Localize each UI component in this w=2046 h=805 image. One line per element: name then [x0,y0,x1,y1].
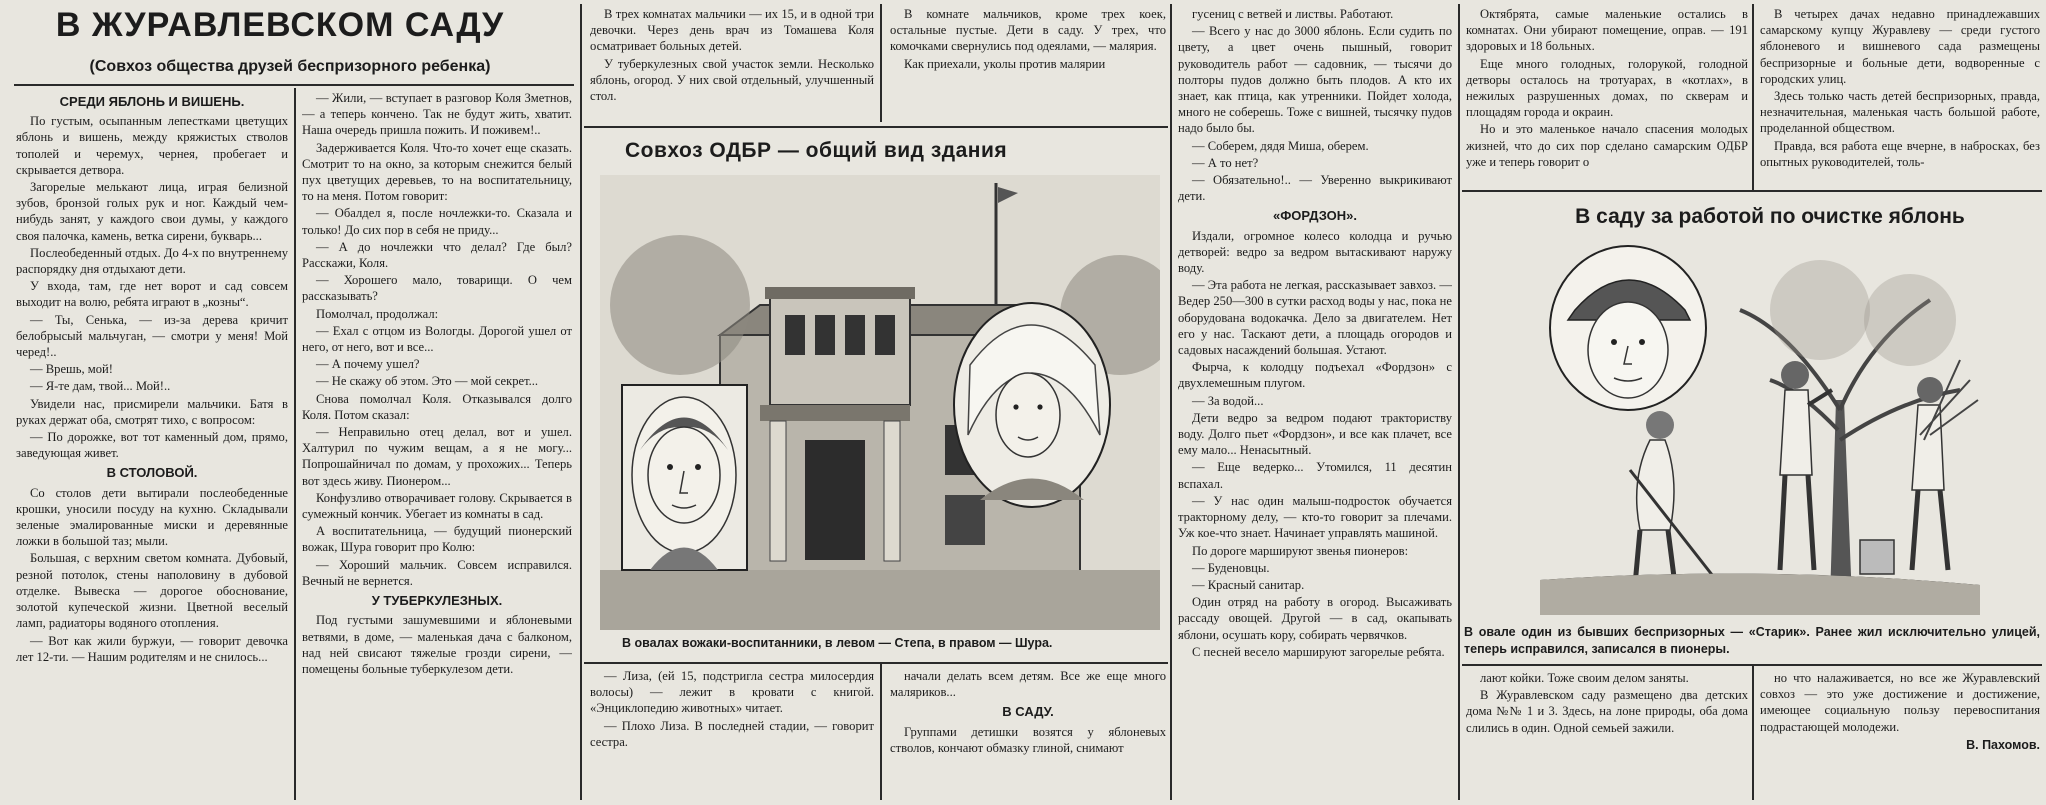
photo-caption: В овалах вожаки-воспитанники, в левом — Степа, в правом — Шура. [622,636,1053,650]
article-headline: В ЖУРАВЛЕВСКОМ САДУ [55,6,505,44]
column-6-top [1466,6,1748,186]
column-2 [302,90,572,800]
paragraph: Здесь только часть детей беспризорных, правда, незначительная, маленькая часть большой работе, проделанной обществом. [1760,89,2040,136]
paragraph: — Врешь, мой! [30,362,113,377]
paragraph: — Буденовцы. [1192,560,1270,575]
subheading: В СТОЛОВОЙ. [106,465,198,481]
paragraph: — Обалдел я, после ночлежки-то. Сказала и только! До сих пор в себя не приду... [302,206,572,237]
paragraph: По дороге маршируют звенья пионеров: [1192,543,1409,558]
paragraph: Но и это маленькое начало спасения молодых жизней, что до сих пор сделано самарским ОДБР уже и теперь говорит о [1466,122,1748,169]
paragraph: — За водой... [1192,393,1264,408]
column-7-bottom [1760,670,2040,800]
column-4-bottom [890,668,1166,800]
column-5 [1178,6,1452,800]
column-rule [880,664,882,800]
photo-title: Совхоз ОДБР — общий вид здания [625,139,1008,162]
garden-work-illustration [1540,240,1980,615]
paragraph: Снова помолчал Коля. Отказывался долго Коля. Потом сказал: [302,391,572,422]
paragraph: — Хорошего мало, товарищи. О чем рассказывать? [302,273,572,304]
paragraph: Один отряд на работу в огород. Высаживать рассаду овощей. Другой — в сад, окапывать яблони, осушать кору, собирать червячков. [1178,595,1452,642]
paragraph: У туберкулезных свой участок земли. Несколько яблонь, огород. У них свой отдельный, улучшенный стол. [590,56,874,104]
paragraph: — По дорожке, вот тот каменный дом, прямо, заведующая живет. [16,430,288,461]
column-rule [580,4,582,800]
paragraph: В трех комнатах мальчики — их 15, и в одной три девочки. Через день врач из Томашева Коля осматривает больных детей. [590,7,874,54]
subheading: В САДУ. [1002,704,1054,720]
paragraph: С песней весело маршируют загорелые ребята. [1192,644,1445,659]
paragraph: Конфузливо отворачивает голову. Скрывается в сумежный кончик. Убегает из комнаты в сад. [302,490,572,522]
paragraph: Фырча, к колодцу подъехал «Фордзон» с двухлемешным плугом. [1178,360,1452,391]
photo-top-rule [584,126,1168,128]
paragraph: В комнате мальчиков, кроме трех коек, остальные пустые. Дети в саду. У трех, что комочками свернулись под одеялами, — малярия. [890,7,1166,54]
paragraph: — Ехал с отцом из Вологды. Дорогой ушел от него, от него, вот и все... [302,323,572,355]
column-rule [880,4,882,122]
paragraph: Правда, вся работа еще вчерне, в набросках, без опытных руководителей, толь- [1760,138,2040,169]
paragraph: Со столов дети вытирали послеобеденные крошки, уносили посуду на кухню. Складывали зеленые эмалированные миски и деревянные ложки в большой таз; мыли. [16,485,288,549]
paragraph: — У нас один малыш-подросток обучается тракторному делу, — кто-то говорит за плечами. Уж кое-что знает. Начинает управлять машиной. [1178,493,1452,541]
paragraph: лают койки. Тоже своим делом заняты. [1480,671,1689,685]
subheading: «ФОРДЗОН». [1272,208,1358,224]
paragraph: — Красный санитар. [1192,577,1305,592]
paragraph: — Эта работа не легкая, рассказывает завхоз. — Ведер 250—300 в сутки расход воды у нас, пока не оборудована водокачка. Дело за двигателем. Нет его у нас. Таскают дети, а площадь огородов и садовых насаждений большая. Устают. [1178,278,1452,358]
paragraph: Под густыми зашумевшими и яблоневыми ветвями, в доме, — маленькая дача с балконом, над ней свисают тяжелые грозди сирени, — помещены больные туберкулезом дети. [302,613,572,676]
paragraph: Увидели нас, присмирели мальчики. Батя в руках держат оба, смотрят тихо, с вопросом: [16,396,288,427]
paragraph: У входа, там, где нет ворот и сад совсем выходит на волю, ребята играют в „козны“. [16,279,288,310]
paragraph: Как приехали, уколы против малярии [904,56,1106,71]
paragraph: По густым, осыпанным лепестками цветущих яблонь и вишень, между кряжистых стволов тополей и черемух, чернея, пробегает и скрывается детвора. [16,114,288,177]
paragraph: — Соберем, дядя Миша, оберем. [1192,138,1369,153]
paragraph: Октябрята, самые маленькие остались в комнатах. Они убирают помещение, оправ. — 191 здоровых и 18 больных. [1466,7,1748,54]
paragraph: гусениц с ветвей и листвы. Работают. [1192,7,1394,21]
paragraph: Помолчал, продолжал: [316,306,439,321]
paragraph: Группами детишки возятся у яблоневых стволов, кончают обмазку глиной, снимают [890,724,1166,755]
paragraph: — А до ночлежки что делал? Где был? Расскажи, Коля. [302,239,572,271]
column-rule [1458,4,1460,800]
paragraph: — Хороший мальчик. Совсем исправился. Вечный не вернется. [302,557,572,588]
paragraph: начали делать всем детям. Все же еще много маляриков... [890,669,1166,700]
column-1 [16,90,288,800]
paragraph: — Плохо Лиза. В последней стадии, — говорит сестра. [590,718,874,749]
author-signature: В. Пахомов. [1966,737,2040,752]
column-3-bottom [590,668,874,800]
column-rule [294,88,296,800]
paragraph: — Еще ведерко... Утомился, 11 десятин вспахал. [1178,460,1452,491]
paragraph: — Я-те дам, твой... Мой!.. [30,379,171,394]
column-rule [1752,4,1754,190]
paragraph: — Ты, Сенька, — из-за дерева кричит белобрысый мальчуган, — смотри у меня! Мой черед!.. [16,312,288,360]
headline-rule [14,84,574,86]
paragraph: — Вот как жили буржуи, — говорит девочка лет 12-ти. — Нашим родителям и не снилось... [16,633,288,664]
subheading: СРЕДИ ЯБЛОНЬ И ВИШЕНЬ. [59,94,245,109]
paragraph: Загорелые мелькают лица, играя белизной зубов, бронзой голых рук и ног. Каждый чем-нибудь занят, у каждого свои думы, у каждого своя палочка, камень, ветка сирени, букварь... [16,180,288,243]
paragraph: Послеобеденный отдых. До 4-х по внутреннему распорядку дня отдыхают дети. [16,245,288,277]
illustration-title: В саду за работой по очистке яблонь [1575,205,1965,228]
paragraph: — Жили, — вступает в разговор Коля Зметнов, — а теперь кончено. Так не будут жить, хватит. Наша очередь пришла пожить. И поживем!.. [302,91,572,138]
article-subtitle: (Совхоз общества друзей беспризорного ребенка) [89,58,491,75]
paragraph: Еще много голодных, голорукой, голодной детворы осталось на тротуарах, в «котлах», в нежилых разрушенных домах, по скверам и площадям города и окраин. [1466,56,1748,120]
column-3-top [590,6,874,124]
paragraph: Издали, огромное колесо колодца и ручью детворей: ведро за ведром вытаскивают наружу воду. [1178,228,1452,276]
paragraph: но что налаживается, но все же Журавлевский совхоз — это уже достижение и достижение, имеющее социальную пользу перевоспитания подрастающей молодежи. [1760,671,2040,734]
paragraph: В четырех дачах недавно принадлежавших самарскому купцу Журавлеву — среди густого яблоневого и вишневого сада размещены беспризорные и больные дети, водворенные с городских улиц. [1760,7,2040,86]
paragraph: — А почему ушел? [316,357,420,372]
paragraph: — Не скажу об этом. Это — мой секрет... [316,374,539,389]
paragraph: — Обязательно!.. — Уверенно выкрикивают дети. [1178,173,1452,204]
illustration-caption: В овале один из бывших беспризорных — «Старик». Ранее жил исключительно улицей, теперь исправился, записался в пионеры. [1464,625,2040,656]
paragraph: — А то нет? [1192,155,1259,170]
paragraph: — Лиза, (ей 15, подстригла сестра милосердия волосы) — лежит в кровати с книгой. «Энциклопедию животных» читает. [590,669,874,716]
column-4-top [890,6,1166,124]
illustration-top-rule [1462,190,2042,192]
column-rule [1752,666,1754,800]
column-7-top [1760,6,2040,186]
paragraph: — Всего у нас до 3000 яблонь. Если судить по цвету, а цвет очень пышный, говорит руководитель работ — садовник, — тысячи до полторы пудов должно быть плодов. А кто их знает, как птица, как утренники. Пойдет холода, много не соберешь. Тоже с вишней, тысячку пудов надо было бы. [1178,24,1452,136]
building-photo [600,175,1160,630]
paragraph: В Журавлевском саду размещено два детских дома №№ 1 и 3. Здесь, на лоне природы, оба дома слились в один. Одной семьей зажили. [1466,688,1748,735]
photo-bottom-rule [584,662,1168,664]
paragraph: — Неправильно отец делал, вот и ушел. Халтурил по чужим вещам, а я не могу... Попрошайничал по домам, у прохожих... Теперь вот здесь живу. Пионером... [302,425,572,488]
paragraph: Большая, с верхним светом комната. Дубовый, резной потолок, стены наполовину в дубовой отделке. Вывеска — дорогое обоснование, золотой купеческой жизни. Цветной веселый ламп, радиаторы водяного отопления. [16,551,288,631]
paragraph: Задерживается Коля. Что-то хочет еще сказать. Смотрит то на окно, за которым снежится белый пух цветущих деревьев, то на воспитательницу, то на меня. Потом говорит: [302,140,572,204]
paragraph: А воспитательница, — будущий пионерский вожак, Шура говорит про Колю: [302,524,572,555]
subheading: У ТУБЕРКУЛЕЗНЫХ. [371,593,503,609]
paragraph: Дети ведро за ведром подают тракториству воду. Долго пьет «Фордзон», и все как плачет, все ему мало... Ненасытный. [1178,410,1452,458]
column-6-bottom [1466,670,1748,800]
column-rule [1170,4,1172,800]
